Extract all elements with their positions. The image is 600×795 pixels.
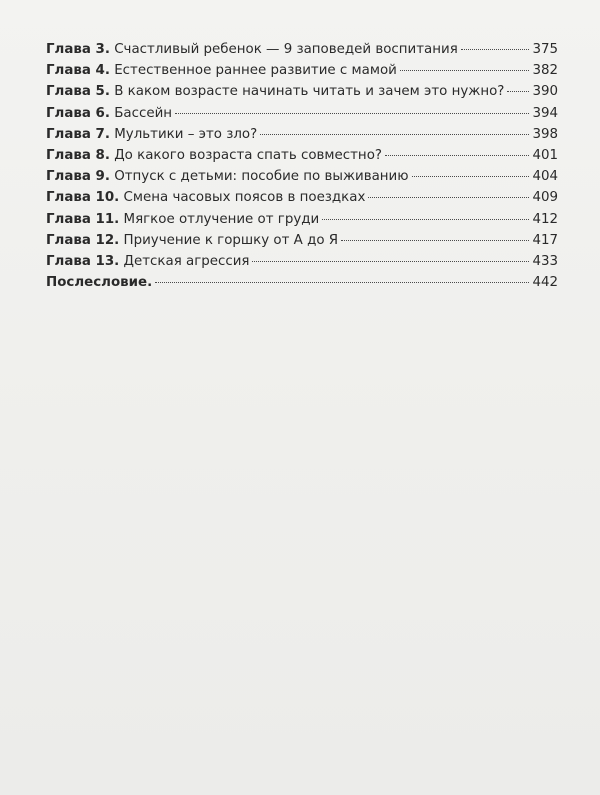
chapter-number: Глава 6. xyxy=(46,105,110,121)
dot-leader xyxy=(400,69,530,71)
chapter-title: До какого возраста спать совместно? xyxy=(109,147,382,163)
toc-entry-text xyxy=(46,272,152,293)
toc-entry-text xyxy=(46,230,338,251)
toc-entry-text xyxy=(46,166,409,187)
chapter-title: Мультики – это зло? xyxy=(109,126,258,142)
toc-entry-chapter-11 xyxy=(46,209,558,230)
toc-entry-text xyxy=(46,209,319,230)
chapter-title: В каком возрасте начинать читать и зачем это нужно? xyxy=(109,84,505,100)
chapter-title: Отпуск с детьми: пособие по выживанию xyxy=(109,169,409,185)
dot-leader xyxy=(385,154,529,156)
chapter-number: Глава 5. xyxy=(46,84,110,100)
dot-leader xyxy=(368,196,529,198)
toc-entry-text xyxy=(46,60,397,81)
page-number: 442 xyxy=(532,275,558,291)
dot-leader xyxy=(412,175,530,177)
page-number: 394 xyxy=(532,105,558,121)
toc-entry-chapter-12 xyxy=(46,230,558,251)
chapter-title: Бассейн xyxy=(109,105,173,121)
chapter-title: Детская агрессия xyxy=(119,253,250,269)
chapter-title: Смена часовых поясов в поездках xyxy=(119,190,366,206)
page-number: 412 xyxy=(532,211,558,227)
dot-leader xyxy=(175,112,529,114)
dot-leader xyxy=(322,218,529,220)
dot-leader xyxy=(461,48,530,50)
chapter-number: Глава 9. xyxy=(46,169,110,185)
chapter-title: Приучение к горшку от А до Я xyxy=(119,232,339,248)
dot-leader xyxy=(155,281,529,283)
page-number: 433 xyxy=(532,253,558,269)
toc-entry-chapter-3 xyxy=(46,39,558,60)
toc-entry-chapter-8 xyxy=(46,145,558,166)
toc-entry-chapter-9 xyxy=(46,166,558,187)
page-number: 417 xyxy=(532,232,558,248)
page-number: 382 xyxy=(532,63,558,79)
toc-entry-text xyxy=(46,187,365,208)
dot-leader xyxy=(341,239,529,241)
chapter-number: Глава 13. xyxy=(46,253,120,269)
page-number: 409 xyxy=(532,190,558,206)
chapter-title: Естественное раннее развитие с мамой xyxy=(109,63,397,79)
chapter-title: Счастливый ребенок — 9 заповедей воспитания xyxy=(109,42,458,57)
toc-entry-chapter-10 xyxy=(46,187,558,208)
chapter-number: Глава 10. xyxy=(46,190,120,206)
toc-entry-chapter-7 xyxy=(46,124,558,145)
toc-entry-text xyxy=(46,145,382,166)
chapter-title: Мягкое отлучение от груди xyxy=(119,211,320,227)
toc-entry-chapter-6 xyxy=(46,103,558,124)
page-number: 375 xyxy=(532,42,558,57)
page-number: 401 xyxy=(532,147,558,163)
table-of-contents xyxy=(46,39,558,293)
dot-leader xyxy=(252,260,529,262)
chapter-number: Глава 4. xyxy=(46,63,110,79)
chapter-number: Глава 8. xyxy=(46,147,110,163)
toc-entry-chapter-5 xyxy=(46,81,558,102)
toc-entry-text xyxy=(46,39,458,60)
dot-leader xyxy=(507,90,529,92)
page-number: 404 xyxy=(532,169,558,185)
toc-entry-text xyxy=(46,81,504,102)
chapter-title: Послесловие. xyxy=(46,275,153,291)
toc-entry-chapter-13 xyxy=(46,251,558,272)
toc-entry-text xyxy=(46,103,172,124)
chapter-number: Глава 12. xyxy=(46,232,120,248)
toc-entry-text xyxy=(46,251,249,272)
page-number: 390 xyxy=(532,84,558,100)
chapter-number: Глава 3. xyxy=(46,42,110,57)
toc-entry-text xyxy=(46,124,257,145)
chapter-number: Глава 7. xyxy=(46,126,110,142)
page-number: 398 xyxy=(532,126,558,142)
chapter-number: Глава 11. xyxy=(46,211,120,227)
dot-leader xyxy=(260,133,529,135)
toc-entry-afterword xyxy=(46,272,558,293)
toc-entry-chapter-4 xyxy=(46,60,558,81)
